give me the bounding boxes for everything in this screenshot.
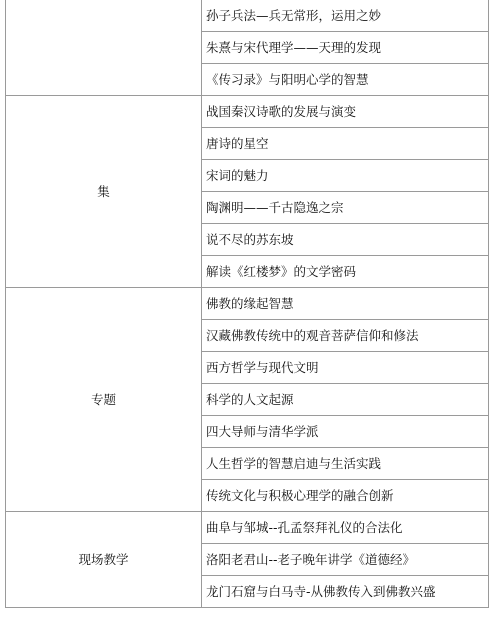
category-cell (6, 0, 202, 96)
course-item: 四大导师与清华学派 (202, 416, 489, 448)
course-item: 科学的人文起源 (202, 384, 489, 416)
course-item: 龙门石窟与白马寺-从佛教传入到佛教兴盛 (202, 576, 489, 608)
course-item: 《传习录》与阳明心学的智慧 (202, 64, 489, 96)
course-item: 说不尽的苏东坡 (202, 224, 489, 256)
category-cell: 集 (6, 96, 202, 288)
course-item: 汉藏佛教传统中的观音菩萨信仰和修法 (202, 320, 489, 352)
course-table (5, 0, 489, 608)
course-item: 佛教的缘起智慧 (202, 288, 489, 320)
table-row (6, 288, 489, 320)
category-cell: 专题 (6, 288, 202, 512)
course-item: 宋词的魅力 (202, 160, 489, 192)
table-row (6, 0, 489, 32)
category-cell: 现场教学 (6, 512, 202, 608)
course-item: 战国秦汉诗歌的发展与演变 (202, 96, 489, 128)
course-item: 解读《红楼梦》的文学密码 (202, 256, 489, 288)
course-item: 曲阜与邹城--孔孟祭拜礼仪的合法化 (202, 512, 489, 544)
table-row (6, 512, 489, 544)
course-item: 唐诗的星空 (202, 128, 489, 160)
course-item: 西方哲学与现代文明 (202, 352, 489, 384)
course-item: 孙子兵法—兵无常形，运用之妙 (202, 0, 489, 32)
course-item: 洛阳老君山--老子晚年讲学《道德经》 (202, 544, 489, 576)
course-item: 陶渊明——千古隐逸之宗 (202, 192, 489, 224)
course-item: 朱熹与宋代理学——天理的发现 (202, 32, 489, 64)
course-item: 人生哲学的智慧启迪与生活实践 (202, 448, 489, 480)
course-item: 传统文化与积极心理学的融合创新 (202, 480, 489, 512)
table-row (6, 96, 489, 128)
